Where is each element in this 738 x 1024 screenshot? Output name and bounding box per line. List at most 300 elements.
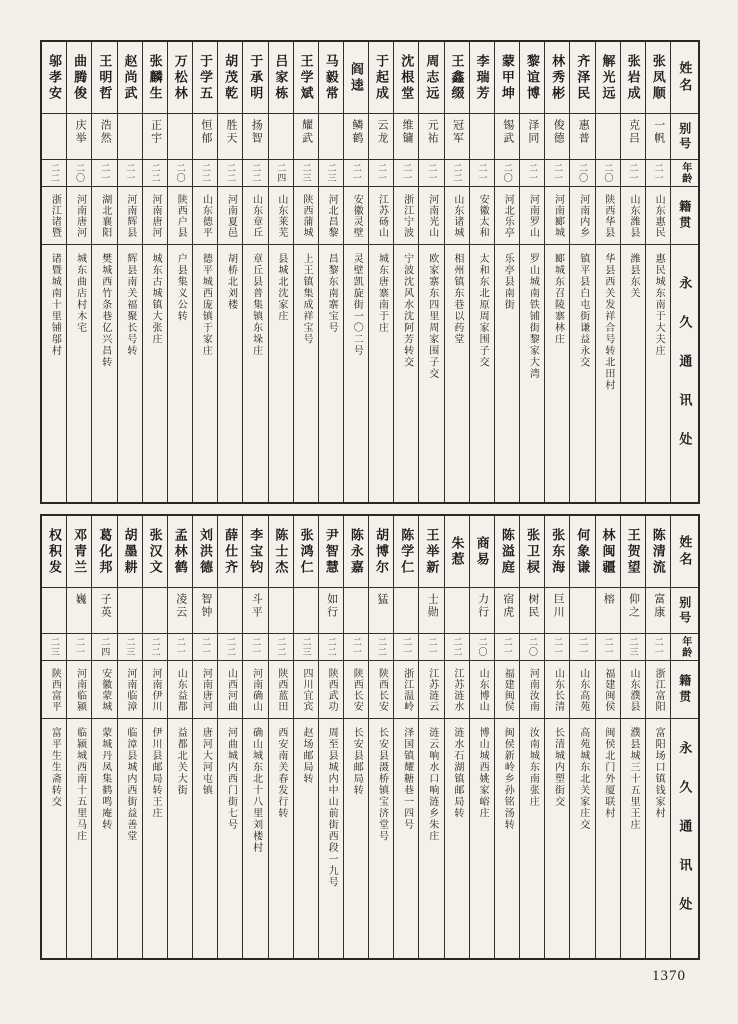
person-age: 二一 — [520, 160, 544, 187]
person-age: 二〇 — [596, 160, 620, 187]
person-name: 王举新 — [419, 516, 443, 588]
person-native-place: 山东惠民 — [646, 187, 670, 245]
person-alias: 富康 — [646, 588, 670, 634]
person-native-place: 河北乐亭 — [495, 187, 519, 245]
person-native-place: 安徽蒙城 — [92, 661, 116, 719]
person-native-place: 河南唐河 — [193, 661, 217, 719]
person-native-place: 陕西蓝田 — [269, 661, 293, 719]
person-age: 二一 — [621, 160, 645, 187]
person-column — [192, 516, 217, 958]
person-alias — [168, 114, 192, 160]
person-address: 唐河大河屯镇 — [200, 727, 212, 796]
person-alias: 元祐 — [419, 114, 443, 160]
person-age: 二一 — [168, 634, 192, 661]
person-column — [368, 516, 393, 958]
person-column — [91, 42, 116, 502]
person-name: 张凤顺 — [646, 42, 670, 114]
header-address-label: 永久通讯处 — [677, 741, 693, 936]
person-column — [569, 42, 594, 502]
person-address: 宁波沈风水沈阿芳转交 — [401, 253, 413, 368]
person-name: 孟林鹤 — [168, 516, 192, 588]
person-column — [66, 516, 91, 958]
person-alias: 庆举 — [67, 114, 91, 160]
person-address: 镇平县白屯街谦益永交 — [577, 253, 589, 368]
header-native-label: 籍贯 — [671, 187, 698, 245]
person-address: 长安县滠桥镇宝济堂号 — [376, 727, 388, 842]
person-address: 西安南关春发行转 — [275, 727, 287, 819]
person-name: 葛化邦 — [92, 516, 116, 588]
person-age: 二一 — [570, 634, 594, 661]
person-name: 王贺望 — [621, 516, 645, 588]
person-address: 太和东北原周家围子交 — [477, 253, 489, 368]
person-column — [469, 516, 494, 958]
person-column — [268, 42, 293, 502]
person-alias: 胜天 — [218, 114, 242, 160]
person-alias: 凌云 — [168, 588, 192, 634]
person-name: 何象谦 — [570, 516, 594, 588]
person-alias — [394, 588, 418, 634]
person-native-place: 山东德平 — [193, 187, 217, 245]
person-address: 德平城西庞镇于家庄 — [200, 253, 212, 357]
person-address: 闽侯北门外厦联村 — [602, 727, 614, 819]
person-column — [42, 516, 66, 958]
person-address: 辉县南关福聚长号转 — [124, 253, 136, 357]
person-column — [469, 42, 494, 502]
header-name-label: 姓名 — [671, 516, 698, 588]
person-age: 二一 — [419, 634, 443, 661]
person-age: 二一 — [470, 160, 494, 187]
person-native-place: 安徽灵壁 — [344, 187, 368, 245]
person-age: 二二 — [218, 160, 242, 187]
person-name: 陈溢庭 — [495, 516, 519, 588]
person-alias: 一帆 — [646, 114, 670, 160]
person-alias — [319, 114, 343, 160]
person-column — [519, 42, 544, 502]
person-alias — [118, 588, 142, 634]
person-alias — [143, 588, 167, 634]
person-column — [595, 516, 620, 958]
person-column — [293, 42, 318, 502]
person-alias: 克吕 — [621, 114, 645, 160]
header-address-label: 永久通讯处 — [677, 276, 693, 471]
person-column — [318, 42, 343, 502]
person-name: 林秀彬 — [545, 42, 569, 114]
person-name: 陈士杰 — [269, 516, 293, 588]
person-name: 王学斌 — [294, 42, 318, 114]
person-native-place: 河南临颍 — [67, 661, 91, 719]
person-age: 二二 — [143, 160, 167, 187]
person-column — [494, 42, 519, 502]
person-name: 张麟生 — [143, 42, 167, 114]
person-column — [167, 42, 192, 502]
person-alias — [344, 588, 368, 634]
person-column — [444, 516, 469, 958]
person-native-place: 四川宜宾 — [294, 661, 318, 719]
person-alias — [294, 588, 318, 634]
person-column — [595, 42, 620, 502]
person-native-place: 河南确山 — [243, 661, 267, 719]
person-address: 相州镇东巷以药堂 — [451, 253, 463, 345]
person-age: 二〇 — [168, 160, 192, 187]
person-address: 赵场邮局转 — [300, 727, 312, 785]
person-alias — [118, 114, 142, 160]
person-native-place: 山东长清 — [545, 661, 569, 719]
person-native-place: 江苏涟水 — [445, 661, 469, 719]
person-native-place: 浙江温岭 — [394, 661, 418, 719]
person-name: 于起成 — [369, 42, 393, 114]
person-column — [645, 516, 670, 958]
person-native-place: 江苏涟云 — [419, 661, 443, 719]
person-alias: 云龙 — [369, 114, 393, 160]
person-column — [242, 516, 267, 958]
person-column — [620, 516, 645, 958]
person-alias — [269, 114, 293, 160]
person-alias: 恒郁 — [193, 114, 217, 160]
person-alias: 如行 — [319, 588, 343, 634]
person-column — [393, 516, 418, 958]
person-column — [494, 516, 519, 958]
header-name-label: 姓名 — [671, 42, 698, 114]
person-name: 于学五 — [193, 42, 217, 114]
person-age: 二一 — [67, 634, 91, 661]
person-column — [117, 42, 142, 502]
person-column — [318, 516, 343, 958]
person-alias: 榕 — [596, 588, 620, 634]
person-name: 黎谊博 — [520, 42, 544, 114]
person-address: 长安县邮局转 — [351, 727, 363, 796]
person-native-place: 陕西华县 — [596, 187, 620, 245]
person-column — [217, 516, 242, 958]
person-name: 刘洪德 — [193, 516, 217, 588]
person-column — [242, 42, 267, 502]
person-alias: 猛 — [369, 588, 393, 634]
person-name: 齐泽民 — [570, 42, 594, 114]
person-age: 二三 — [319, 160, 343, 187]
person-age: 二一 — [596, 634, 620, 661]
person-column — [544, 516, 569, 958]
person-address: 涟水石湖镇邮局转 — [451, 727, 463, 819]
person-alias: 力行 — [470, 588, 494, 634]
person-address: 潍县东关 — [628, 253, 640, 299]
person-alias — [445, 588, 469, 634]
person-name: 马毅常 — [319, 42, 343, 114]
person-address: 富平生生斋转交 — [49, 727, 61, 808]
person-native-place: 福建闽侯 — [596, 661, 620, 719]
person-column — [142, 42, 167, 502]
person-native-place: 河南罗山 — [520, 187, 544, 245]
person-alias: 正宇 — [143, 114, 167, 160]
person-address: 伊川县邮局转王庄 — [150, 727, 162, 819]
person-column — [544, 42, 569, 502]
person-age: 二二 — [445, 634, 469, 661]
person-alias — [42, 588, 66, 634]
person-native-place: 山东濮县 — [621, 661, 645, 719]
person-name: 尹智慧 — [319, 516, 343, 588]
person-native-place: 浙江富阳 — [646, 661, 670, 719]
person-address: 博山城西姚家峪庄 — [477, 727, 489, 819]
person-alias: 维镛 — [394, 114, 418, 160]
person-address: 高苑城东北关家庄交 — [577, 727, 589, 831]
person-name: 阎逵 — [344, 42, 368, 114]
person-name: 蒙甲坤 — [495, 42, 519, 114]
person-age: 二三 — [621, 634, 645, 661]
person-native-place: 河南夏邑 — [218, 187, 242, 245]
person-age: 二四 — [92, 634, 116, 661]
person-native-place: 陕西长安 — [369, 661, 393, 719]
person-age: 二一 — [394, 634, 418, 661]
person-address: 县城北沈家庄 — [275, 253, 287, 322]
person-age: 二一 — [495, 634, 519, 661]
person-native-place: 河南伊川 — [143, 661, 167, 719]
person-native-place: 山东莱芜 — [269, 187, 293, 245]
person-address: 益都北关大街 — [175, 727, 187, 796]
person-column — [293, 516, 318, 958]
person-age: 二一 — [369, 160, 393, 187]
roster-table-top — [40, 40, 700, 504]
person-address: 富阳场口镇钱家村 — [653, 727, 665, 819]
person-alias: 士勋 — [419, 588, 443, 634]
person-address: 汝南城东南张庄 — [527, 727, 539, 808]
person-native-place: 山东诸城 — [445, 187, 469, 245]
person-name: 陈学仁 — [394, 516, 418, 588]
person-age: 二〇 — [470, 634, 494, 661]
person-age: 二三 — [294, 160, 318, 187]
person-native-place: 河南辉县 — [118, 187, 142, 245]
person-column — [418, 516, 443, 958]
person-address: 临漳县城内西街益善堂 — [124, 727, 136, 842]
person-age: 二三 — [294, 634, 318, 661]
person-native-place: 山西河曲 — [218, 661, 242, 719]
person-column — [91, 516, 116, 958]
person-address: 长清城内塑街交 — [552, 727, 564, 808]
roster-table-bottom — [40, 514, 700, 960]
person-age: 二一 — [92, 160, 116, 187]
person-alias — [570, 588, 594, 634]
person-alias: 扬智 — [243, 114, 267, 160]
person-column — [418, 42, 443, 502]
person-address: 濮县城三十五里王庄 — [628, 727, 640, 831]
person-age: 二一 — [646, 634, 670, 661]
person-name: 朱惹 — [445, 516, 469, 588]
person-address: 罗山城南铁铺街黎家大湾 — [527, 253, 539, 380]
person-native-place: 河南郾城 — [545, 187, 569, 245]
person-age: 二一 — [419, 160, 443, 187]
person-address: 章丘县普集镇东垛庄 — [250, 253, 262, 357]
header-alias-label: 别号 — [671, 114, 698, 160]
person-age: 二二 — [42, 160, 66, 187]
person-alias: 耀武 — [294, 114, 318, 160]
person-name: 周志远 — [419, 42, 443, 114]
header-column — [670, 42, 698, 502]
person-alias: 冠军 — [445, 114, 469, 160]
person-age: 二二 — [218, 634, 242, 661]
person-alias — [470, 114, 494, 160]
person-name: 曲腾俊 — [67, 42, 91, 114]
person-column — [142, 516, 167, 958]
person-age: 二〇 — [520, 634, 544, 661]
person-alias: 锡武 — [495, 114, 519, 160]
person-address: 灵壁凯旋街一〇二号 — [351, 253, 363, 357]
person-native-place: 陕西蒲城 — [294, 187, 318, 245]
person-alias — [42, 114, 66, 160]
person-alias: 智钟 — [193, 588, 217, 634]
person-address: 郾城东召陵寨林庄 — [552, 253, 564, 345]
person-native-place: 河南内乡 — [570, 187, 594, 245]
person-age: 二一 — [646, 160, 670, 187]
person-alias: 俊德 — [545, 114, 569, 160]
person-native-place: 河南光山 — [419, 187, 443, 245]
person-address: 涟云响水口响涟乡朱庄 — [426, 727, 438, 842]
person-age: 二一 — [545, 634, 569, 661]
person-age: 二三 — [42, 634, 66, 661]
person-address: 华县西关发祥合号转北田村 — [602, 253, 614, 391]
header-age-label: 年龄 — [671, 634, 698, 661]
person-column — [192, 42, 217, 502]
person-address: 城东古城镇大张庄 — [150, 253, 162, 345]
person-address: 乐亭县南街 — [502, 253, 514, 311]
header-column — [670, 516, 698, 958]
person-alias: 泽同 — [520, 114, 544, 160]
person-column — [42, 42, 66, 502]
person-name: 张岩成 — [621, 42, 645, 114]
person-name: 于承明 — [243, 42, 267, 114]
person-address: 蒙城丹凤集鹤鸣庵转 — [99, 727, 111, 831]
person-address: 临颍城西南十五里马庄 — [74, 727, 86, 842]
person-native-place: 河南汝南 — [520, 661, 544, 719]
person-name: 胡茂乾 — [218, 42, 242, 114]
person-native-place: 福建闽侯 — [495, 661, 519, 719]
person-address: 闽侯新岭乡孙铭汤转 — [502, 727, 514, 831]
person-name: 权积发 — [42, 516, 66, 588]
person-name: 万松林 — [168, 42, 192, 114]
person-native-place: 陕西富平 — [42, 661, 66, 719]
person-alias: 巨川 — [545, 588, 569, 634]
person-alias: 惠普 — [570, 114, 594, 160]
person-name: 李瑞芳 — [470, 42, 494, 114]
person-native-place: 陕西户县 — [168, 187, 192, 245]
person-address: 泽国镇耀糖巷一四号 — [401, 727, 413, 831]
person-age: 二一 — [344, 634, 368, 661]
person-name: 邬孝安 — [42, 42, 66, 114]
person-name: 解光远 — [596, 42, 620, 114]
person-column — [519, 516, 544, 958]
person-age: 二三 — [118, 634, 142, 661]
person-address: 胡桥北刘楼 — [225, 253, 237, 311]
person-column — [393, 42, 418, 502]
person-age: 二二 — [269, 634, 293, 661]
page-number: 1370 — [652, 968, 686, 984]
person-native-place: 湖北襄阳 — [92, 187, 116, 245]
person-age: 二一 — [118, 160, 142, 187]
person-native-place: 安徽太和 — [470, 187, 494, 245]
person-column — [368, 42, 393, 502]
person-address: 周至县城内中山前街西段一九号 — [326, 727, 338, 888]
person-name: 张东海 — [545, 516, 569, 588]
person-native-place: 浙江宁波 — [394, 187, 418, 245]
person-native-place: 河南唐河 — [143, 187, 167, 245]
person-address: 昌黎东南寨宝号 — [326, 253, 338, 334]
person-age: 二〇 — [495, 160, 519, 187]
person-native-place: 浙江诸暨 — [42, 187, 66, 245]
person-alias — [218, 588, 242, 634]
person-name: 吕家栋 — [269, 42, 293, 114]
header-alias-label: 别号 — [671, 588, 698, 634]
person-alias: 仰之 — [621, 588, 645, 634]
person-native-place: 河南临漳 — [118, 661, 142, 719]
person-name: 胡墨耕 — [118, 516, 142, 588]
person-age: 二一 — [344, 160, 368, 187]
person-name: 薛仕齐 — [218, 516, 242, 588]
person-name: 赵尚武 — [118, 42, 142, 114]
person-column — [217, 42, 242, 502]
person-alias: 斗平 — [243, 588, 267, 634]
person-address: 确山城东北十八里刘楼村 — [250, 727, 262, 854]
person-native-place: 山东潍县 — [621, 187, 645, 245]
person-native-place: 陕西长安 — [344, 661, 368, 719]
person-age: 二〇 — [67, 160, 91, 187]
person-name: 商易 — [470, 516, 494, 588]
person-address: 樊城西竹条巷亿兴昌转 — [99, 253, 111, 368]
person-name: 张汉文 — [143, 516, 167, 588]
person-address: 城东曲店村木宅 — [74, 253, 86, 334]
person-column — [66, 42, 91, 502]
person-column — [620, 42, 645, 502]
person-alias: 树民 — [520, 588, 544, 634]
person-native-place: 山东博山 — [470, 661, 494, 719]
person-native-place: 山东章丘 — [243, 187, 267, 245]
person-age: 二一 — [243, 634, 267, 661]
person-alias: 巍 — [67, 588, 91, 634]
person-address: 诸暨城南十里铺邬村 — [49, 253, 61, 357]
person-age: 二二 — [445, 160, 469, 187]
person-name: 林闽疆 — [596, 516, 620, 588]
person-column — [117, 516, 142, 958]
person-native-place: 山东高苑 — [570, 661, 594, 719]
person-name: 王鑫缀 — [445, 42, 469, 114]
header-native-label: 籍贯 — [671, 661, 698, 719]
person-address: 欧家寨东四里周家围子交 — [426, 253, 438, 380]
person-age: 二二 — [143, 634, 167, 661]
person-name: 陈清流 — [646, 516, 670, 588]
person-age: 二二 — [369, 634, 393, 661]
person-age: 二一 — [193, 634, 217, 661]
person-column — [167, 516, 192, 958]
person-alias — [596, 114, 620, 160]
person-address: 上王镇集成祥宝号 — [300, 253, 312, 345]
person-native-place: 河南唐河 — [67, 187, 91, 245]
person-column — [268, 516, 293, 958]
person-age: 二二 — [319, 634, 343, 661]
person-column — [569, 516, 594, 958]
person-name: 李宝钧 — [243, 516, 267, 588]
person-address: 户县集义公转 — [175, 253, 187, 322]
header-age-label: 年龄 — [671, 160, 698, 187]
person-native-place: 河北昌黎 — [319, 187, 343, 245]
person-age: 二〇 — [570, 160, 594, 187]
person-column — [343, 42, 368, 502]
person-native-place: 江苏砀山 — [369, 187, 393, 245]
person-name: 胡博尔 — [369, 516, 393, 588]
person-native-place: 陕西武功 — [319, 661, 343, 719]
person-age: 二一 — [545, 160, 569, 187]
person-name: 张鸿仁 — [294, 516, 318, 588]
person-age: 二四 — [269, 160, 293, 187]
person-native-place: 山东益都 — [168, 661, 192, 719]
person-age: 二二 — [243, 160, 267, 187]
person-address: 惠民城东南于大夫庄 — [653, 253, 665, 357]
person-age: 二二 — [193, 160, 217, 187]
person-column — [343, 516, 368, 958]
